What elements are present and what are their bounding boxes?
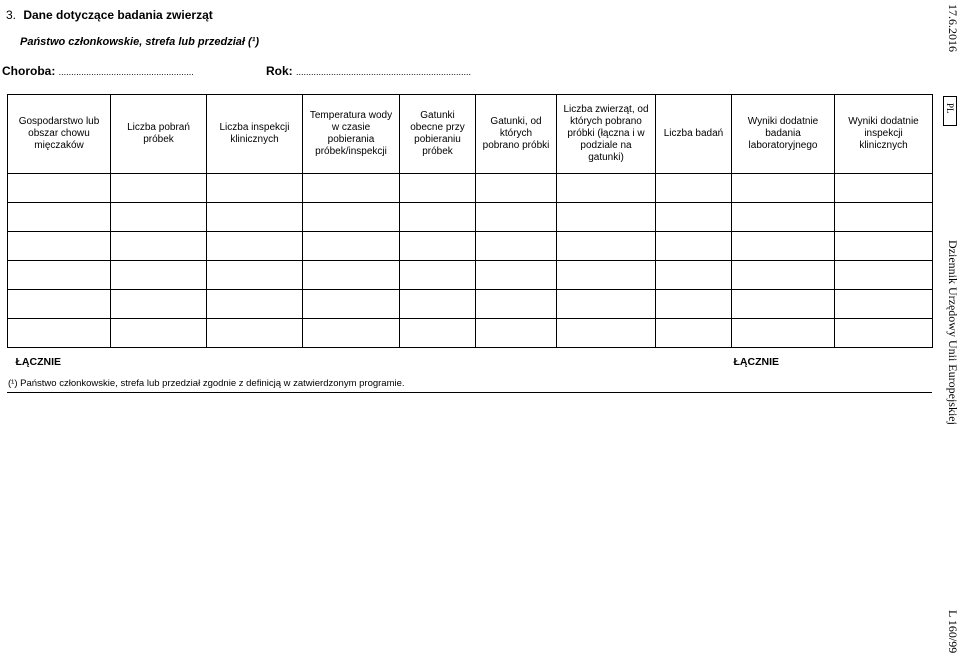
table-cell[interactable] [111,203,207,232]
total-spacer [656,348,732,377]
disease-field [2,64,194,78]
table-cell[interactable] [557,290,656,319]
section-heading [6,8,213,22]
table-cell[interactable] [303,203,400,232]
header-sample-count: Liczba pobrań próbek [111,95,207,174]
table-cell[interactable] [835,261,933,290]
header-clinical-positive: Wyniki dodatnie inspekcji klinicznych [835,95,933,174]
table-cell[interactable] [8,232,111,261]
table-row [8,319,933,348]
table-cell[interactable] [656,261,732,290]
header-farm: Gospodarstwo lub obszar chowu mięczaków [8,95,111,174]
table-cell[interactable] [8,290,111,319]
table-cell[interactable] [207,319,303,348]
table-cell[interactable] [400,232,476,261]
table-cell[interactable] [303,232,400,261]
total-label-left: ŁĄCZNIE [15,356,61,368]
table-cell[interactable] [303,290,400,319]
table-cell[interactable] [8,203,111,232]
table-cell[interactable] [557,261,656,290]
table-cell[interactable] [111,261,207,290]
table-cell[interactable] [656,232,732,261]
table-cell[interactable] [557,232,656,261]
table-cell[interactable] [8,319,111,348]
table-header-row [8,95,933,174]
table-cell[interactable] [8,174,111,203]
table-cell[interactable] [557,174,656,203]
year-value[interactable]: ...................................................................... [296,67,472,77]
table-row [8,290,933,319]
table-cell[interactable] [111,174,207,203]
table-cell[interactable] [207,261,303,290]
page-number: L 160/99 [946,610,960,654]
table-cell[interactable] [400,261,476,290]
table-row [8,261,933,290]
table-cell[interactable] [476,319,557,348]
table-cell[interactable] [207,203,303,232]
header-clinical-inspections: Liczba inspekcji klinicznych [207,95,303,174]
header-animals-sampled: Liczba zwierząt, od których pobrano próbki (łączna i w podziale na gatunki) [557,95,656,174]
table-cell[interactable] [476,290,557,319]
margin-date: 17.6.2016 [946,4,960,52]
header-lab-positive: Wyniki dodatnie badania laboratoryjnego [732,95,835,174]
table-cell[interactable] [557,319,656,348]
table-cell[interactable] [732,232,835,261]
disease-label: Choroba: [2,64,56,78]
table-cell[interactable] [400,174,476,203]
journal-title: Dziennik Urzędowy Unii Europejskiej [946,240,960,425]
header-water-temperature: Temperatura wody w czasie pobierania próbek/inspekcji [303,95,400,174]
language-badge [943,96,957,126]
table-cell[interactable] [656,290,732,319]
section-number: 3. [6,8,17,22]
disease-value[interactable]: ...................................................... [58,67,194,77]
language-code: PL [945,103,955,114]
header-species-present: Gatunki obecne przy pobieraniu próbek [400,95,476,174]
table-row [8,203,933,232]
table-cell[interactable] [476,232,557,261]
table-cell[interactable] [835,290,933,319]
table-cell[interactable] [207,174,303,203]
table-cell[interactable] [557,203,656,232]
table-cell[interactable] [111,232,207,261]
table-cell[interactable] [656,319,732,348]
table-cell[interactable] [207,232,303,261]
table-cell[interactable] [656,203,732,232]
table-cell[interactable] [732,203,835,232]
section-subtitle: Państwo członkowskie, strefa lub przedział (¹) [20,36,259,48]
table-cell[interactable] [303,174,400,203]
year-label: Rok: [266,64,293,78]
table-cell[interactable] [207,290,303,319]
table-cell[interactable] [656,174,732,203]
footnote-rule [7,392,932,393]
year-field [266,64,471,78]
table-cell[interactable] [476,203,557,232]
table-cell[interactable] [111,319,207,348]
table-cell[interactable] [732,319,835,348]
total-row [8,348,933,377]
table-cell[interactable] [732,261,835,290]
table-cell[interactable] [400,290,476,319]
table-cell[interactable] [476,261,557,290]
footnote: (¹) Państwo członkowskie, strefa lub przedział zgodnie z definicją w zatwierdzonym programie. [8,378,405,389]
table-cell[interactable] [476,174,557,203]
table-cell[interactable] [835,319,933,348]
table-cell[interactable] [732,174,835,203]
section-title: Dane dotyczące badania zwierząt [23,8,213,22]
table-cell[interactable] [111,290,207,319]
total-label-right: ŁĄCZNIE [733,356,779,368]
table-cell[interactable] [835,174,933,203]
table-row [8,174,933,203]
table-cell[interactable] [400,319,476,348]
table-cell[interactable] [835,232,933,261]
table-cell[interactable] [303,319,400,348]
table-row [8,232,933,261]
header-species-sampled: Gatunki, od których pobrano próbki [476,95,557,174]
table-cell[interactable] [835,203,933,232]
animal-testing-table [7,94,933,376]
table-cell[interactable] [303,261,400,290]
table-cell[interactable] [8,261,111,290]
table-cell[interactable] [732,290,835,319]
header-test-count: Liczba badań [656,95,732,174]
table-cell[interactable] [400,203,476,232]
